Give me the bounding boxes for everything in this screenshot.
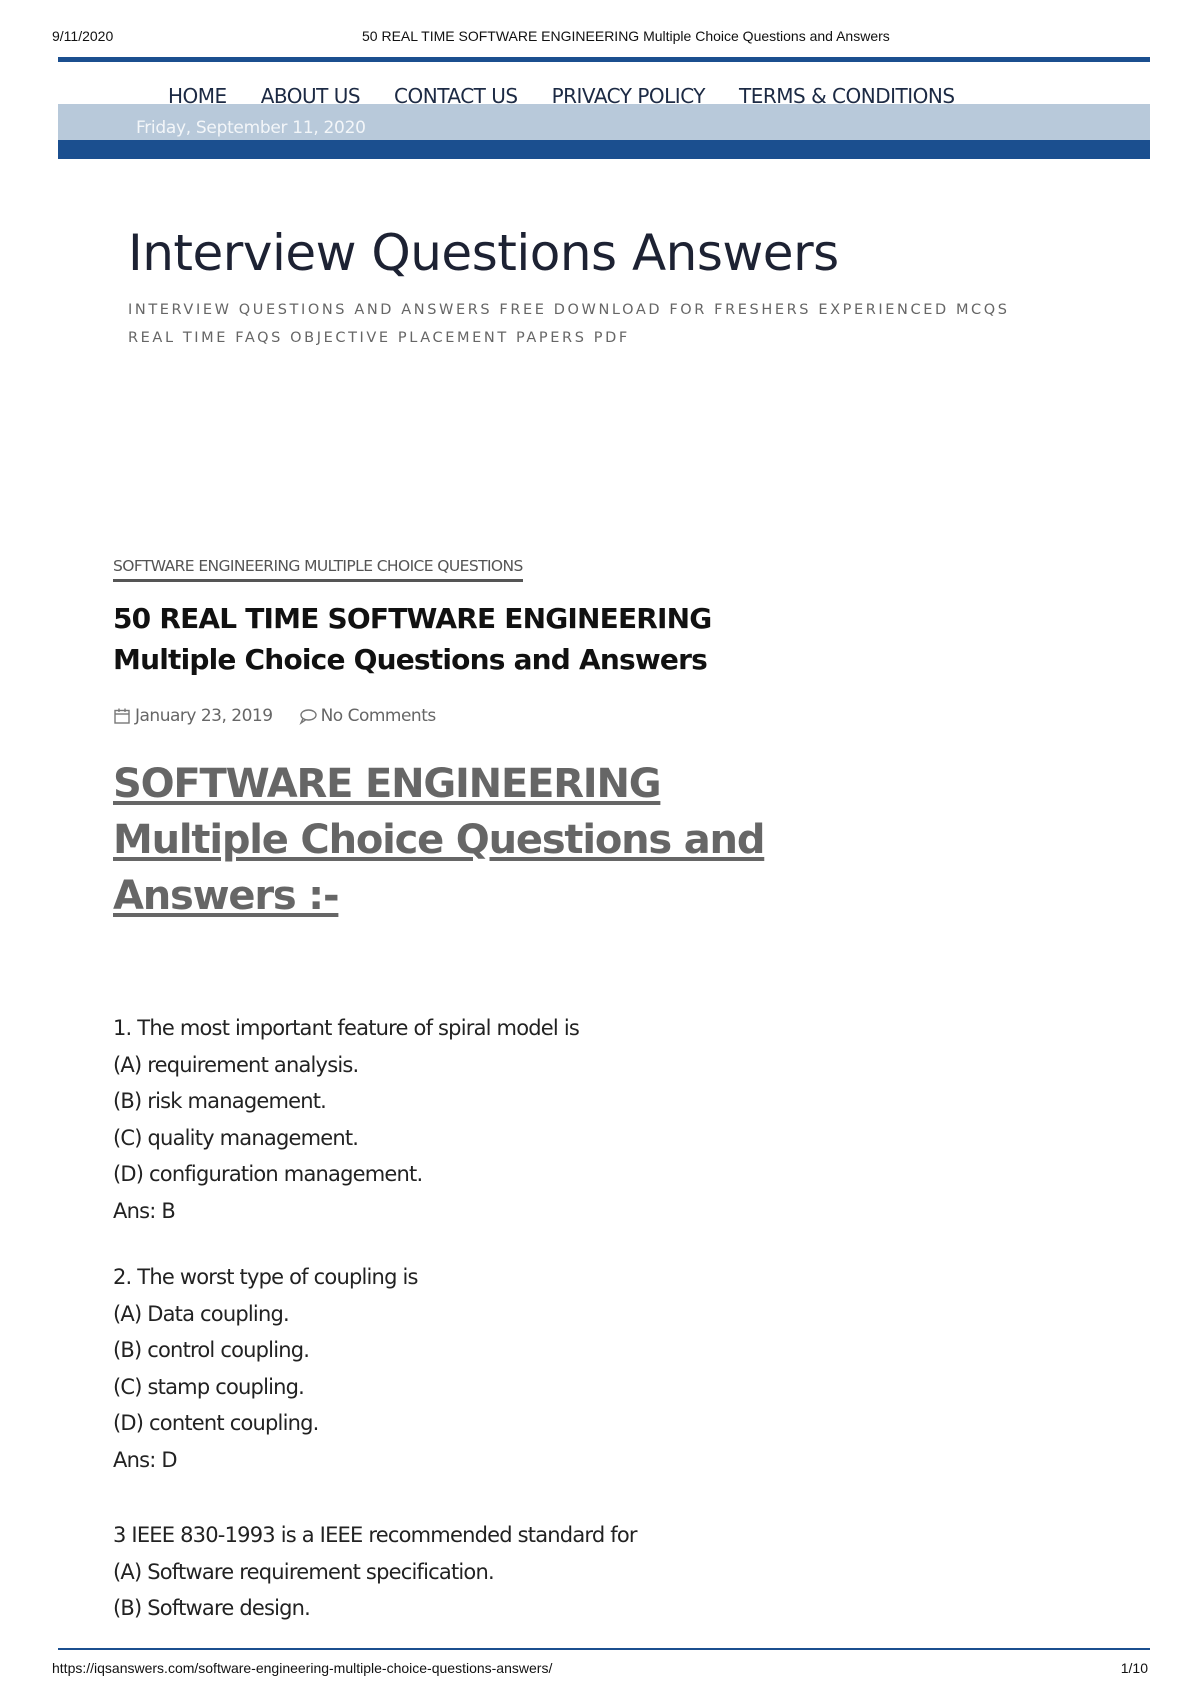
comment-icon	[299, 707, 317, 725]
question-block-3	[113, 1517, 637, 1627]
nav-bottom-bar	[58, 140, 1150, 159]
print-date: 9/11/2020	[52, 28, 114, 44]
question-text: 1. The most important feature of spiral model is	[113, 1016, 579, 1040]
main-nav	[168, 84, 955, 108]
print-title: 50 REAL TIME SOFTWARE ENGINEERING Multiple Choice Questions and Answers	[362, 28, 890, 44]
answer: Ans: D	[113, 1447, 177, 1472]
nav-item-contact-us[interactable]: CONTACT US	[394, 84, 518, 108]
question-block-1	[113, 1010, 579, 1229]
option-d: (D) content coupling.	[113, 1411, 319, 1435]
option-b: (B) risk management.	[113, 1089, 327, 1113]
option-c: (C) stamp coupling.	[113, 1374, 305, 1399]
site-tagline: INTERVIEW QUESTIONS AND ANSWERS FREE DOWNLOAD FOR FRESHERS EXPERIENCED MCQS REAL TIME FAQS OBJECTIVE PLACEMENT PAPERS PDF	[128, 302, 1010, 346]
post-date[interactable]	[113, 706, 273, 726]
post-title	[113, 598, 813, 680]
post-title-line1: 50 REAL TIME SOFTWARE ENGINEERING	[113, 602, 712, 635]
option-a: (A) Data coupling.	[113, 1301, 289, 1326]
option-a: (A) requirement analysis.	[113, 1052, 359, 1077]
print-footer	[52, 1660, 1148, 1680]
question-text: 2. The worst type of coupling is	[113, 1265, 418, 1289]
option-b: (B) Software design.	[113, 1596, 311, 1620]
post-comments-text: No Comments	[320, 706, 436, 726]
post-category-link[interactable]: SOFTWARE ENGINEERING MULTIPLE CHOICE QUESTIONS	[113, 557, 523, 582]
option-d: (D) configuration management.	[113, 1162, 423, 1186]
nav-item-about-us[interactable]: ABOUT US	[260, 84, 361, 108]
site-title[interactable]: Interview Questions Answers	[128, 224, 839, 282]
nav-item-home[interactable]: HOME	[168, 84, 227, 108]
post-title-line2: Multiple Choice Questions and Answers	[113, 643, 707, 676]
option-a: (A) Software requirement specification.	[113, 1559, 494, 1584]
post-meta	[113, 706, 436, 726]
page-number: 1/10	[1120, 1660, 1148, 1676]
calendar-icon	[113, 707, 131, 725]
question-block-2	[113, 1259, 418, 1478]
post-comments[interactable]	[299, 706, 436, 726]
section-heading[interactable]	[113, 756, 813, 924]
nav-item-privacy-policy[interactable]: PRIVACY POLICY	[551, 84, 706, 108]
section-heading-line3: Answers :-	[113, 873, 339, 919]
question-text: 3 IEEE 830-1993 is a IEEE recommended standard for	[113, 1523, 637, 1547]
post-date-text: January 23, 2019	[135, 706, 273, 726]
print-header	[52, 28, 1148, 48]
print-url: https://iqsanswers.com/software-engineering-multiple-choice-questions-answers/	[52, 1660, 553, 1676]
nav-item-terms-conditions[interactable]: TERMS & CONDITIONS	[739, 84, 955, 108]
section-heading-line1: SOFTWARE ENGINEERING	[113, 761, 661, 807]
current-date: Friday, September 11, 2020	[136, 118, 366, 138]
print-footer-line	[58, 1648, 1150, 1650]
option-c: (C) quality management.	[113, 1125, 359, 1150]
answer: Ans: B	[113, 1198, 175, 1223]
section-heading-line2: Multiple Choice Questions and	[113, 817, 765, 863]
option-b: (B) control coupling.	[113, 1338, 310, 1362]
